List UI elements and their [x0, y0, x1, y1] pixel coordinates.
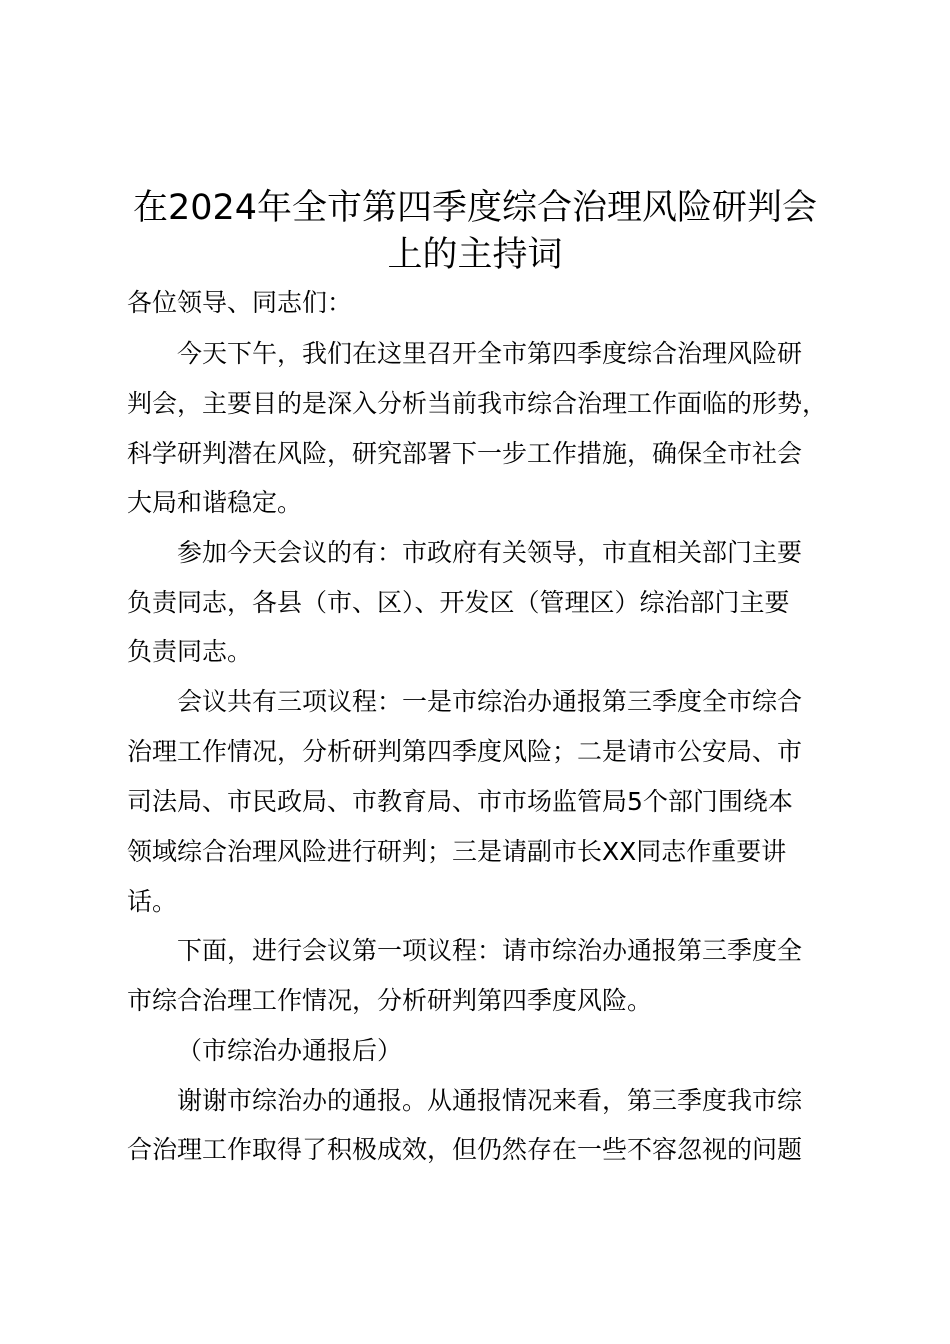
paragraph-line: 大局和谐稳定。	[127, 488, 303, 517]
paragraph-line: 领域综合治理风险进行研判；三是请副市长XX同志作重要讲	[127, 837, 787, 866]
paragraph-line: 参加今天会议的有：市政府有关领导，市直相关部门主要	[177, 538, 803, 567]
paragraph-line: 科学研判潜在风险，研究部署下一步工作措施，确保全市社会	[127, 439, 803, 468]
document-title-line-2: 上的主持词	[387, 235, 563, 275]
paragraph-line: 话。	[127, 887, 178, 916]
paragraph-line: 今天下午，我们在这里召开全市第四季度综合治理风险研	[177, 339, 803, 368]
paragraph-line: 负责同志，各县（市、区）、开发区（管理区）综治部门主要	[127, 588, 790, 617]
paragraph-line: 治理工作情况，分析研判第四季度风险；二是请市公安局、市	[127, 737, 803, 766]
paragraph-line: 会议共有三项议程：一是市综治办通报第三季度全市综合	[177, 687, 803, 716]
paragraph-line: 合治理工作取得了积极成效，但仍然存在一些不容忽视的问题	[127, 1135, 803, 1164]
paragraph-line: 市综合治理工作情况，分析研判第四季度风险。	[127, 986, 653, 1015]
paragraph-line: 司法局、市民政局、市教育局、市市场监管局5个部门围绕本	[127, 787, 793, 816]
paragraph-line: 判会，主要目的是深入分析当前我市综合治理工作面临的形势，	[127, 389, 828, 418]
paragraph-line: 下面，进行会议第一项议程：请市综治办通报第三季度全	[177, 936, 803, 965]
salutation: 各位领导、同志们：	[127, 288, 353, 317]
paragraph-line: 负责同志。	[127, 637, 253, 666]
document-title-line-1: 在2024年全市第四季度综合治理风险研判会	[132, 188, 818, 228]
paragraph-line: （市综治办通报后）	[177, 1036, 403, 1065]
paragraph-line: 谢谢市综治办的通报。从通报情况来看，第三季度我市综	[177, 1086, 803, 1115]
